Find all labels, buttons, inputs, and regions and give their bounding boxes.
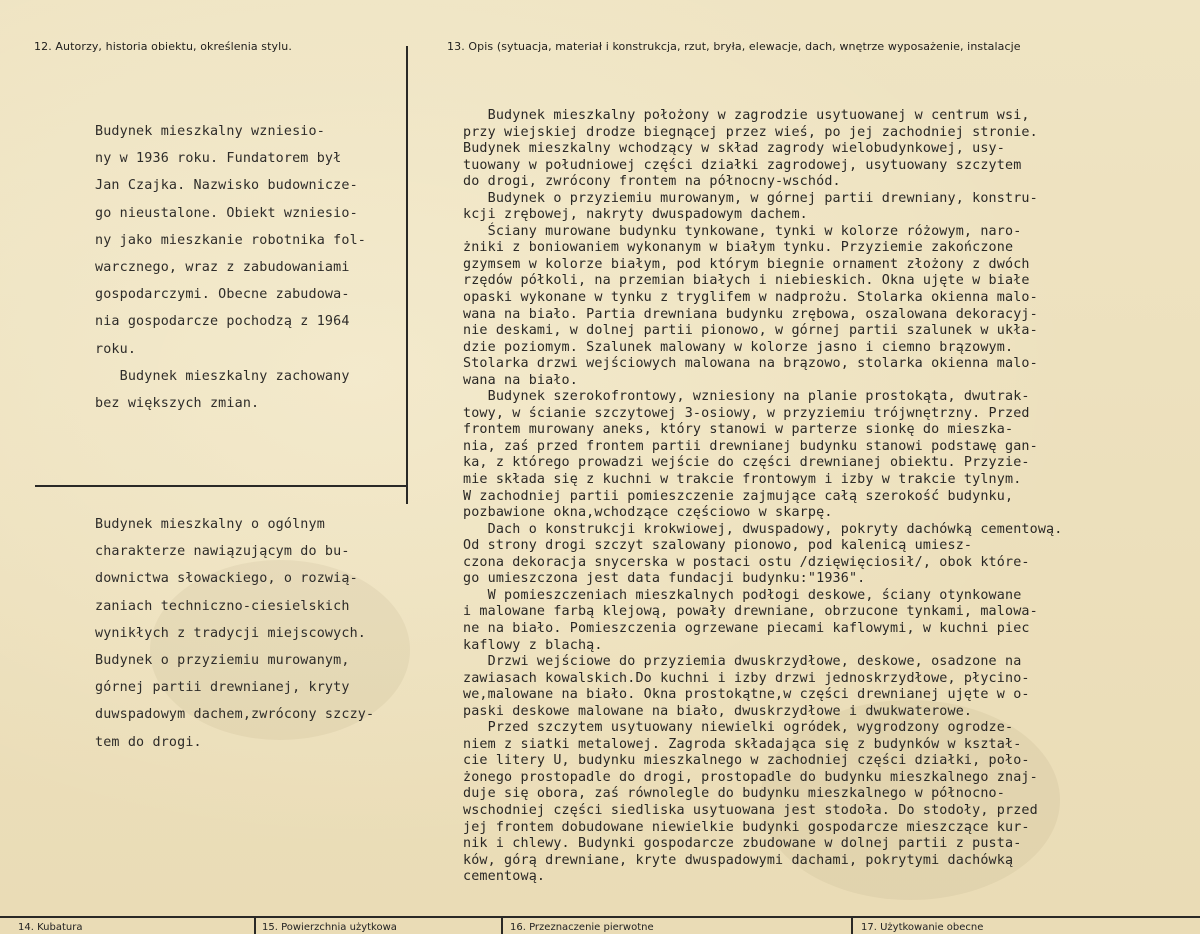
history-line: ny jako mieszkanie robotnika fol- (95, 232, 366, 248)
description-line: Stolarka drzwi wejściowych malowana na brązowo, stolarka okienna malo- (463, 356, 1038, 372)
history-line: Budynek mieszkalny wzniesio- (95, 124, 325, 139)
history-line: bez większych zmian. (95, 396, 260, 412)
description-line: zawiasach kowalskich.Do kuchni i izby drzwi jednoskrzydłowe, płycino- (463, 670, 1030, 686)
description-line: gzymsem w kolorze białym, pod którym biegnie ornament złożony z dwóch (463, 256, 1030, 272)
description-line: kaflowy z blachą. (463, 637, 603, 653)
style-line: wynikłych z tradycji miejscowych. (95, 625, 366, 641)
description-line: Od strony drogi szczyt szalowany pionowo, pod kalenicą umiesz- (463, 538, 973, 554)
history-text (95, 118, 415, 417)
description-line: Budynek o przyziemiu murowanym, w górnej partii drewniany, konstru- (463, 190, 1038, 206)
description-line: paski deskowe malowane na biało, dwuskrzydłowe i dwukwaterowe. (463, 703, 973, 719)
description-line: dzie poziomym. Szalunek malowany w kolorze jasno i ciemno brązowym. (463, 339, 1014, 355)
description-line: wana na biało. (463, 372, 578, 388)
description-line: duje się obora, zaś równolegle do budynku mieszkalnego w północno- (463, 786, 1005, 802)
description-line: i malowane farbą klejową, powały drewniane, obrzucone tynkami, malowa- (463, 604, 1038, 620)
description-line: czona dekoracja snycerska w postaci ostu /dzięwięciosił/, obok które- (463, 554, 1030, 570)
history-line: ny w 1936 roku. Fundatorem był (95, 151, 342, 167)
description-line: wana na biało. Partia drewniana budynku zrębowa, oszalowana dekoracyj- (463, 306, 1038, 322)
footer-cubature-label: 14. Kubatura (18, 922, 83, 933)
description-line: cementową. (463, 869, 546, 885)
description-line: Budynek mieszkalny położony w zagrodzie usytuowanej w centrum wsi, (463, 108, 1030, 123)
description-line: wschodniej części siedliska usytuowana jest stodoła. Do stodoły, przed (463, 802, 1038, 818)
description-line: Dach o konstrukcji krokwiowej, dwuspadowy, pokryty dachówką cementową. (463, 521, 1063, 537)
description-line: Budynek mieszkalny wchodzący w skład zagrody wielobudynkowej, usy- (463, 141, 1005, 157)
section-divider (35, 485, 407, 487)
footer-usable-area-label: 15. Powierzchnia użytkowa (262, 922, 397, 933)
description-line: pozbawione okna,wchodzące częściowo w skarpę. (463, 505, 833, 521)
description-line: niem z siatki metalowej. Zagroda składająca się z budynków w kształ- (463, 736, 1022, 752)
style-line: zaniach techniczno-ciesielskich (95, 598, 350, 614)
description-line: żonego prostopadle do drogi, prostopadle do budynku mieszkalnego znaj- (463, 769, 1038, 785)
description-line: W zachodniej partii pomieszczenie zajmujące całą szerokość budynku, (463, 488, 1014, 504)
description-line: cie litery U, budynku mieszkalnego w zachodniej części działki, poło- (463, 753, 1030, 769)
description-line: jej frontem dobudowane niewielkie budynki gospodarcze mieszczące kur- (463, 819, 1030, 835)
footer-original-purpose-label: 16. Przeznaczenie pierwotne (510, 922, 654, 933)
description-line: przy wiejskiej drodze biegnącej przez wieś, po jej zachodniej stronie. (463, 124, 1038, 140)
description-line: Ściany murowane budynku tynkowane, tynki w kolorze różowym, naro- (463, 223, 1022, 239)
description-line: Budynek szerokofrontowy, wzniesiony na planie prostokąta, dwutrak- (463, 389, 1030, 405)
description-line: żniki z boniowaniem wykonanym w białym tynku. Przyziemie zakończone (463, 240, 1014, 256)
description-line: nik i chlewy. Budynki gospodarcze zbudowane w dolnej partii z pusta- (463, 836, 1022, 852)
description-line: rzędów półkoli, na przemian białych i niebieskich. Okna ujęte w białe (463, 273, 1030, 289)
history-line: go nieustalone. Obiekt wzniesio- (95, 205, 358, 221)
style-line: Budynek mieszkalny o ogólnym (95, 517, 325, 532)
style-line: górnej partii drewnianej, kryty (95, 680, 350, 696)
description-line: nia, zaś przed frontem partii drewnianej budynku stanowi podstawę gan- (463, 438, 1038, 454)
section-13-header: 13. Opis (sytuacja, materiał i konstrukcja, rzut, bryła, elewacje, dach, wnętrze wyposażenie, instalacje (447, 40, 1021, 53)
description-line: ka, z którego prowadzi wejście do części drewnianej obiektu. Przyzie- (463, 455, 1030, 471)
section-12-header: 12. Autorzy, historia obiektu, określenia stylu. (34, 40, 292, 53)
description-line: kcji zrębowej, nakryty dwuspadowym dachem. (463, 207, 808, 223)
style-line: duwspadowym dachem,zwrócony szczy- (95, 707, 375, 723)
style-line: tem do drogi. (95, 734, 202, 750)
footer-rule (0, 916, 1200, 918)
description-text (463, 108, 1200, 886)
history-line: roku. (95, 341, 137, 357)
description-line: do drogi, zwrócony frontem na północny-wschód. (463, 174, 841, 190)
footer-divider (501, 918, 503, 934)
description-line: mie składa się z kuchni w trakcie frontowym i izby w trakcie tylnym. (463, 472, 1022, 488)
history-line: gospodarczymi. Obecne zabudowa- (95, 287, 350, 303)
description-line: ne na biało. Pomieszczenia ogrzewane piecami kaflowymi, w kuchni piec (463, 620, 1030, 636)
history-line: nia gospodarcze pochodzą z 1964 (95, 314, 350, 330)
footer-current-use-label: 17. Użytkowanie obecne (861, 922, 984, 933)
description-line: Przed szczytem usytuowany niewielki ogródek, wygrodzony ogrodze- (463, 720, 1014, 736)
footer-divider (851, 918, 853, 934)
style-text (95, 511, 415, 756)
style-line: Budynek o przyziemiu murowanym, (95, 653, 350, 669)
footer-divider (254, 918, 256, 934)
description-line: go umieszczona jest data fundacji budynku:"1936". (463, 571, 866, 587)
style-line: downictwa słowackiego, o rozwią- (95, 571, 358, 587)
description-line: towy, w ścianie szczytowej 3-osiowy, w przyziemiu trójwnętrzny. Przed (463, 405, 1030, 421)
description-line: nie deskami, w dolnej partii pionowo, w górnej partii szalunek w ukła- (463, 323, 1038, 339)
history-line: warcznego, wraz z zabudowaniami (95, 260, 350, 276)
description-line: opaski wykonane w tynku z tryglifem w nadprożu. Stolarka okienna malo- (463, 290, 1038, 306)
style-line: charakterze nawiązującym do bu- (95, 544, 350, 560)
description-line: W pomieszczeniach mieszkalnych podłogi deskowe, ściany otynkowane (463, 587, 1022, 603)
history-line: Jan Czajka. Nazwisko budownicze- (95, 178, 358, 194)
description-line: Drzwi wejściowe do przyziemia dwuskrzydłowe, deskowe, osadzone na (463, 654, 1022, 670)
description-line: frontem murowany aneks, który stanowi w parterze sionkę do mieszka- (463, 422, 1014, 438)
description-line: we,malowane na biało. Okna prostokątne,w części drewnianej ujęte w o- (463, 687, 1030, 703)
description-line: ków, górą drewniane, kryte dwuspadowymi dachami, pokrytymi dachówką (463, 852, 1014, 868)
description-line: tuowany w południowej części działki zagrodowej, usytuowany szczytem (463, 157, 1022, 173)
history-line: Budynek mieszkalny zachowany (95, 368, 350, 384)
